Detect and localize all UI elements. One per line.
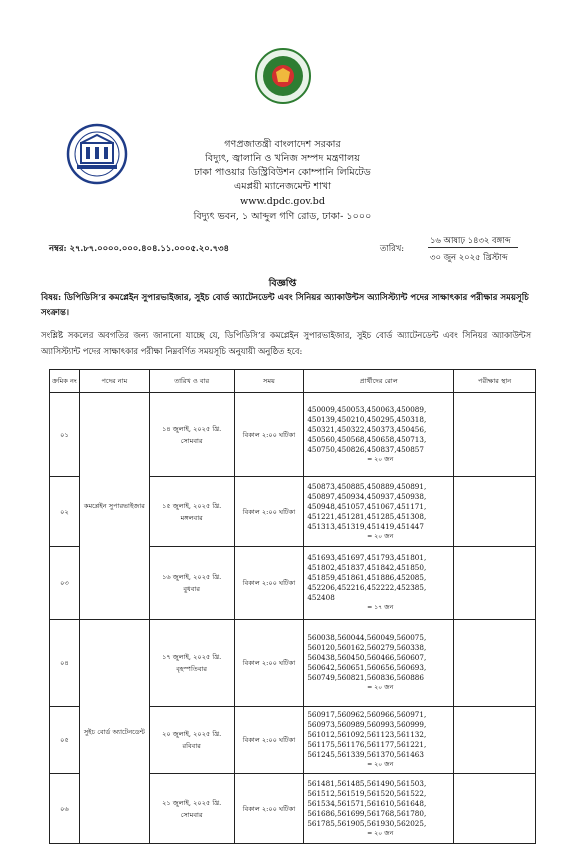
header-rolls: প্রার্থীদের রোল [304,370,454,393]
cell-venue [454,707,536,774]
cell-serial: ০৫ [50,707,80,774]
subject-label: বিষয়: [41,293,62,303]
cell-date: ১৫ জুলাই, ২০২৫ খ্রি. মঙ্গলবার [149,477,234,547]
cell-date: ১৪ জুলাই, ২০২৫ খ্রি. সোমবার [149,393,234,477]
cell-post-switch: সুইচ বোর্ড অ্যাটেনডেন্ট [79,620,149,844]
cell-rolls: 450009,450053,450063,450089, 450139,450210,450295,450318, 450321,450322,450373,450456, 450560,450568,450658,450713, 450750,450826,450837,450857 = ২০ জন [304,393,454,477]
cell-serial: ০১ [50,393,80,477]
table-header-row [50,370,536,393]
cell-rolls: 560038,560044,560049,560075, 560120,560162,560279,560338, 560438,560450,560466,560607, 560642,560651,560656,560693, 560749,560821,560836,560886 = ২০ জন [304,620,454,707]
cell-date: ১৬ জুলাই, ২০২৫ খ্রি. বুধবার [149,547,234,620]
subject-line [41,291,531,321]
cell-date: ২০ জুলাই, ২০২৫ খ্রি. রবিবার [149,707,234,774]
company-name: ঢাকা পাওয়ার ডিস্ট্রিবিউশন কোম্পানি লিমিটেড [194,167,371,178]
schedule-table [49,369,536,844]
header-serial: ক্রমিক নং [50,370,80,393]
header-time: সময় [234,370,304,393]
cell-rolls: 561481,561485,561490,561503, 561512,561519,561520,561522, 561534,561571,561610,561648, 561686,561699,561768,561780, 561785,561905,561930,562025, = ২০ জন [304,774,454,844]
office-address: বিদ্যুৎ ভবন, ১ আব্দুল গণি রোড, ঢাকা- ১০০০ [193,211,372,222]
ministry-name: বিদ্যুৎ, জ্বালানি ও খনিজ সম্পদ মন্ত্রণালয় [205,153,360,164]
cell-venue [454,393,536,477]
cell-time: বিকাল ২:০০ ঘটিকা [234,707,304,774]
cell-time: বিকাল ২:০০ ঘটিকা [234,774,304,844]
notice-title: বিজ্ঞপ্তি [268,278,297,289]
website-link[interactable]: www.dpdc.gov.bd [240,196,325,207]
cell-venue [454,547,536,620]
cell-venue [454,774,536,844]
table-row [50,393,536,477]
cell-date: ২১ জুলাই, ২০২৫ খ্রি. সোমবার [149,774,234,844]
memo-number: নম্বর: ২৭.৮৭.০০০০.০০০.৪০৪.১১.০০০৫.২০.৭৩৪ [49,243,229,253]
cell-serial: ০২ [50,477,80,547]
cell-date: ১৭ জুলাই, ২০২৫ খ্রি. বৃহস্পতিবার [149,620,234,707]
body-paragraph: সংশ্লিষ্ট সকলের অবগতির জন্য জানানো যাচ্ছে যে, ডিপিডিসি’র কমপ্লেইন সুপারভাইজার, সুইচ বোর্ড অ্যাটেনডেন্ট এবং সিনিয়র অ্যাকাউন্টস অ্যাসিস্ট্যান্ট পদের সাক্ষাৎকার পরীক্ষা নিম্নবর্ণিত সময়সূচি অনুযায়ী অনুষ্ঠিত হবে: [41,330,531,356]
cell-time: বিকাল ২:০০ ঘটিকা [234,547,304,620]
date-divider [428,247,518,248]
date-bangla: ১৬ আষাঢ় ১৪৩২ বঙ্গাব্দ [430,235,511,245]
header-venue: পরীক্ষার স্থান [454,370,536,393]
date-english: ৩০ জুন ২০২৫ খ্রিস্টাব্দ [430,252,508,262]
date-label: তারিখ: [380,243,405,253]
header-date: তারিখ ও বার [149,370,234,393]
subject-text: ডিপিডিসি’র কমপ্লেইন সুপারভাইজার, সুইচ বোর্ড অ্যাটেনডেন্ট এবং সিনিয়র অ্যাকাউন্টস অ্যাসিস্ট্যান্ট পদের সাক্ষাৎকার পরীক্ষার সময়সূচি সংক্রান্ত। [41,293,529,318]
cell-venue [454,477,536,547]
cell-time: বিকাল ২:০০ ঘটিকা [234,620,304,707]
table-row [50,620,536,707]
cell-venue [454,620,536,707]
cell-rolls: 450873,450885,450889,450891, 450897,450934,450937,450938, 450948,451057,451067,451171, 451221,451281,451285,451308, 451313,451319,451419,451447 = ২০ জন [304,477,454,547]
cell-rolls: 451693,451697,451793,451801, 451802,451837,451842,451850, 451859,451861,451886,452085, 452206,452216,452222,452385, 452408 = ১৭ জন [304,547,454,620]
cell-post-complaint: কমপ্লেইন সুপারভাইজার [79,393,149,620]
government-name: গণপ্রজাতন্ত্রী বাংলাদেশ সরকার [224,139,341,150]
branch-name: এমপ্লয়ী ম্যানেজমেন্ট শাখা [234,181,331,192]
government-emblem-icon [254,46,312,106]
cell-serial: ০৪ [50,620,80,707]
cell-time: বিকাল ২:০০ ঘটিকা [234,477,304,547]
cell-rolls: 560917,560962,560966,560971, 560973,560989,560993,560999, 561012,561092,561123,561132, 561175,561176,561177,561221, 561245,561339,561370,561463 = ২০ জন [304,707,454,774]
date-block [380,232,530,264]
cell-time: বিকাল ২:০০ ঘটিকা [234,393,304,477]
cell-serial: ০৩ [50,547,80,620]
cell-serial: ০৬ [50,774,80,844]
header-post: পদের নাম [79,370,149,393]
letterhead [0,0,565,245]
